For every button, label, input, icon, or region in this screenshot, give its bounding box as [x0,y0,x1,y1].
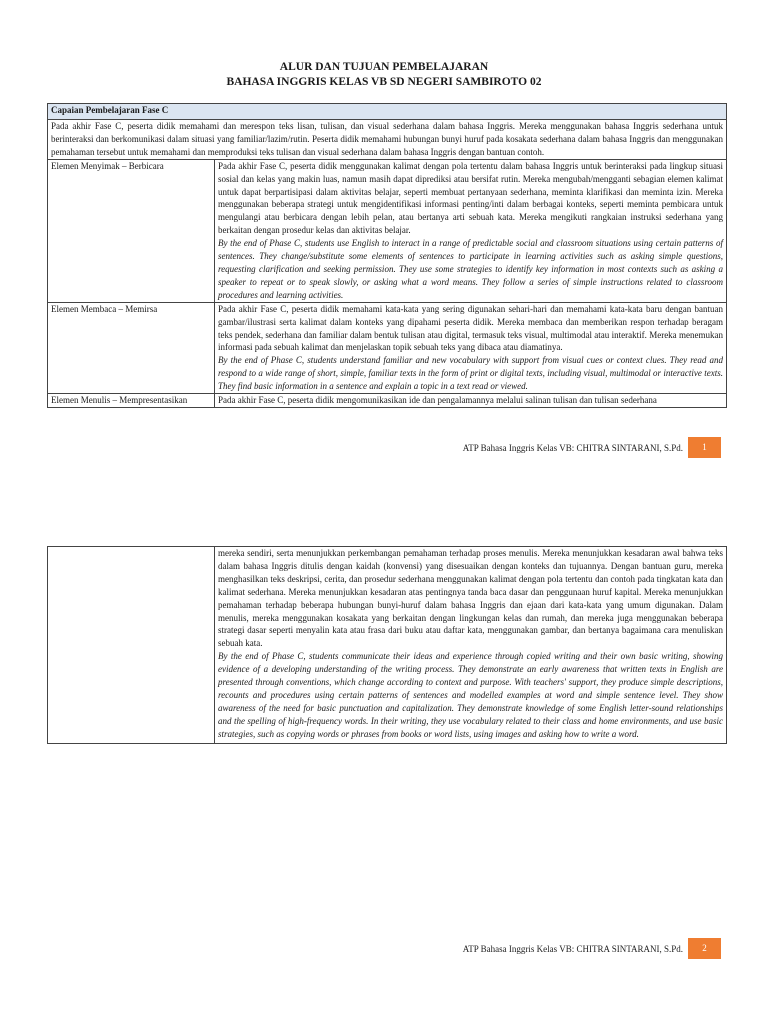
table-row [48,394,727,408]
element-description [215,159,727,302]
page-number-badge: 2 [688,938,721,959]
page-footer: ATP Bahasa Inggris Kelas VB: CHITRA SINTARANI, S.Pd. [462,443,683,453]
learning-outcomes-table [47,103,727,408]
learning-outcomes-table-continued [47,546,727,744]
table-header: Capaian Pembelajaran Fase C [48,104,727,120]
description-english: By the end of Phase C, students communicate their ideas and experience through copied writing and their own basic writing, showing evidence of a developing understanding of the writing process. They demonstrate an early awareness that written texts in English are presented through conventions, which change according to context and purpose. With teachers' support, they produce simple descriptions, recounts and procedures using certain patterns of sentences and modelled examples at word and simple sentence level. They show awareness of the need for basic punctuation and capitalization. They demonstrate knowledge of some English letter-sound relationships and the spelling of high-frequency words. In their writing, they use vocabulary related to their class and home environments, and use basic strategies, such as copying words or phrases from books or word lists, using images and asking how to write a word. [218,651,723,739]
element-description [215,547,727,744]
description-indonesian: mereka sendiri, serta menunjukkan perkembangan pemahaman terhadap proses menulis. Mereka menunjukkan kesadaran awal bahwa teks dalam bahasa Inggris ditulis dengan kaidah (konvensi) yang disesuaikan dengan konteks dan tujuannya. Dengan bantuan guru, mereka menghasilkan teks deskripsi, cerita, dan prosedur sederhana menggunakan kalimat dengan pola tertentu dan contoh pada tingkatan kata dan kalimat sederhana. Mereka menunjukkan kesadaran atas pentingnya tanda baca dasar dan penggunaan huruf kapital. Mereka menunjukkan pemahaman terhadap beberapa hubungan bunyi-huruf dalam bahasa Inggris dan ejaan dari kata-kata yang umum digunakan. Dalam menulis, mereka menggunakan kosakata yang berkaitan dengan lingkungan kelas dan rumah, dan mereka juga menggunakan beberapa strategi dasar seperti menyalin kata atau frasa dari buku atau daftar kata, menggunakan gambar, dan bertanya bagaimana cara menuliskan sebuah kata. [218,548,723,649]
element-label-empty [48,547,215,744]
description-indonesian: Pada akhir Fase C, peserta didik memahami kata-kata yang sering digunakan sehari-hari dan memahami kata-kata baru dengan bantuan gambar/ilustrasi serta kalimat dalam konteks yang dipahami peserta didik. Mereka membaca dan memberikan respon terhadap beragam teks pendek, sederhana dan familiar dalam bentuk tulisan atau digital, termasuk teks visual, multimodal atau interaktif. Mereka menemukan informasi pada sebuah kalimat dan menjelaskan topik sebuah teks yang dibaca atau diamatinya. [218,303,723,353]
document-subtitle: BAHASA INGGRIS KELAS VB SD NEGERI SAMBIROTO 02 [226,76,542,88]
table-header-row [48,104,727,120]
element-description [215,394,727,408]
document-title: ALUR DAN TUJUAN PEMBELAJARAN [279,61,489,73]
intro-cell: Pada akhir Fase C, peserta didik memahami dan merespon teks lisan, tulisan, dan visual sederhana dalam bahasa Inggris. Mereka menggunakan bahasa Inggris sederhana untuk berinteraksi dan berkomunikasi dalam situasi yang familiar/lazim/rutin. Peserta didik memahami hubungan bunyi huruf pada kosakata sederhana dalam bahasa Inggris dan menggunakan pemahaman tersebut untuk memahami dan memproduksi teks tulisan dan visual sederhana dalam bahasa Inggris dengan bantuan contoh. [48,120,727,160]
table-row [48,302,727,393]
table-row [48,120,727,160]
element-label: Elemen Menulis – Mempresentasikan [48,394,215,408]
table-row [48,159,727,302]
description-english: By the end of Phase C, students understand familiar and new vocabulary with support from visual cues or context clues. They read and respond to a wide range of short, simple, familiar texts in the form of print or digital texts, including visual, multimodal or interactive texts. They find basic information in a sentence and explain a topic in a text read or viewed. [218,355,723,392]
table-row [48,547,727,744]
element-label: Elemen Menyimak – Berbicara [48,159,215,302]
element-label: Elemen Membaca – Memirsa [48,302,215,393]
page-footer: ATP Bahasa Inggris Kelas VB: CHITRA SINTARANI, S.Pd. [462,944,683,954]
element-description [215,302,727,393]
page-number-badge: 1 [688,437,721,458]
description-english: By the end of Phase C, students use English to interact in a range of predictable social and classroom situations using certain patterns of sentences. They change/substitute some elements of sentences to participate in learning activities such as asking simple questions, requesting clarification and seeking permission. They use some strategies to identify key information in most contexts such as asking a speaker to repeat or to speak slowly, or asking what a word means. They follow a series of simple instructions related to classroom procedures and learning activities. [218,238,723,300]
description-indonesian: Pada akhir Fase C, peserta didik menggunakan kalimat dengan pola tertentu dalam bahasa Inggris untuk berinteraksi pada lingkup situasi sosial dan kelas yang makin luas, namun masih dapat diprediksi atau bersifat rutin. Mereka mengubah/mengganti sebagian elemen kalimat untuk dapat berpartisipasi dalam aktivitas belajar, seperti membuat pertanyaan sederhana, meminta klarifikasi dan meminta izin. Mereka menggunakan beberapa strategi untuk mengidentifikasi informasi penting/inti dalam berbagai konteks, seperti meminta pembicara untuk mengulangi atau berbicara dengan lebih pelan, atau bertanya arti sebuah kata. Mereka mengikuti rangkaian instruksi sederhana yang berkaitan dengan prosedur kelas dan aktivitas belajar. [218,160,723,236]
description-indonesian: Pada akhir Fase C, peserta didik mengomunikasikan ide dan pengalamannya melalui salinan tulisan dan tulisan sederhana [218,395,657,406]
